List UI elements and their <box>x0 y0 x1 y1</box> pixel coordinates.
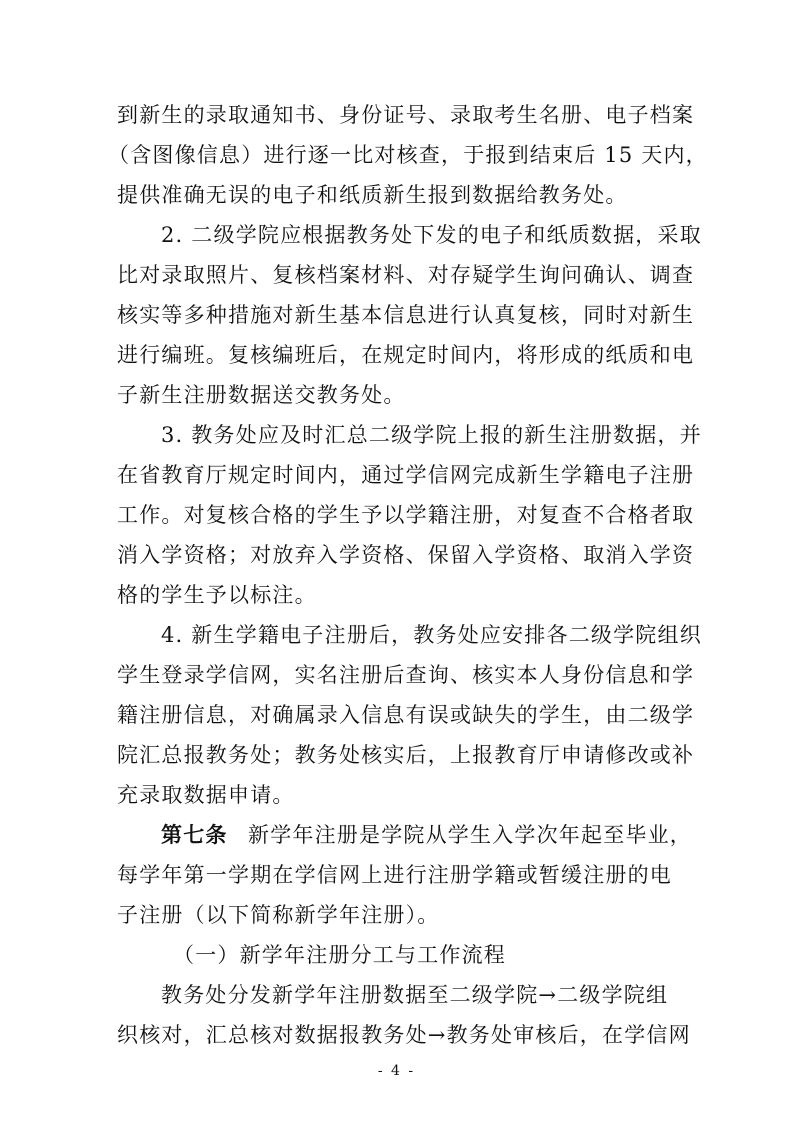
paragraph-line: 提供准确无误的电子和纸质新生报到数据给教务处。 <box>117 183 628 207</box>
paragraph-line: 2. 二级学院应根据教务处下发的电子和纸质数据，采取 <box>161 223 702 247</box>
paragraph-line: 到新生的录取通知书、身份证号、录取考生名册、电子档案 <box>117 103 695 127</box>
paragraph-line: 籍注册信息，对确属录入信息有误或缺失的学生，由二级学 <box>117 703 695 727</box>
paragraph-line: 在省教育厅规定时间内，通过学信网完成新生学籍电子注册 <box>117 463 695 487</box>
paragraph-line: 教务处分发新学年注册数据至二级学院→二级学院组 <box>161 983 669 1007</box>
paragraph-line: 4. 新生学籍电子注册后，教务处应安排各二级学院组织 <box>161 623 702 647</box>
paragraph-line: 核实等多种措施对新生基本信息进行认真复核，同时对新生 <box>117 303 695 327</box>
paragraph-line: 进行编班。复核编班后，在规定时间内，将形成的纸质和电 <box>117 343 695 367</box>
paragraph-line: 工作。对复核合格的学生予以学籍注册，对复查不合格者取 <box>117 503 695 527</box>
paragraph-line: 格的学生予以标注。 <box>117 583 317 607</box>
paragraph-line: （一）新学年注册分工与工作流程 <box>173 943 506 967</box>
paragraph-line: 每学年第一学期在学信网上进行注册学籍或暂缓注册的电 <box>117 863 672 887</box>
article-heading: 第七条 <box>161 823 228 847</box>
paragraph-line: 院汇总报教务处；教务处核实后，上报教育厅申请修改或补 <box>117 743 695 767</box>
paragraph-line: 消入学资格；对放弃入学资格、保留入学资格、取消入学资 <box>117 543 695 567</box>
paragraph-line: 子注册（以下简称新学年注册）。 <box>117 903 440 927</box>
paragraph-line: 织核对，汇总核对数据报教务处→教务处审核后，在学信网 <box>117 1023 691 1047</box>
paragraph-line: 比对录取照片、复核档案材料、对存疑学生询问确认、调查 <box>117 263 695 287</box>
page-number: - 4 - <box>377 1063 416 1079</box>
paragraph-line: 新学年注册是学院从学生入学次年起至毕业， <box>248 823 692 847</box>
paragraph-line: 3. 教务处应及时汇总二级学院上报的新生注册数据，并 <box>161 423 702 447</box>
paragraph-line: （含图像信息）进行逐一比对核查，于报到结束后 15 天内， <box>108 143 708 167</box>
paragraph-line: 学生登录学信网，实名注册后查询、核实本人身份信息和学 <box>117 663 695 687</box>
paragraph-line: 充录取数据申请。 <box>117 783 295 807</box>
paragraph-line: 子新生注册数据送交教务处。 <box>117 383 406 407</box>
